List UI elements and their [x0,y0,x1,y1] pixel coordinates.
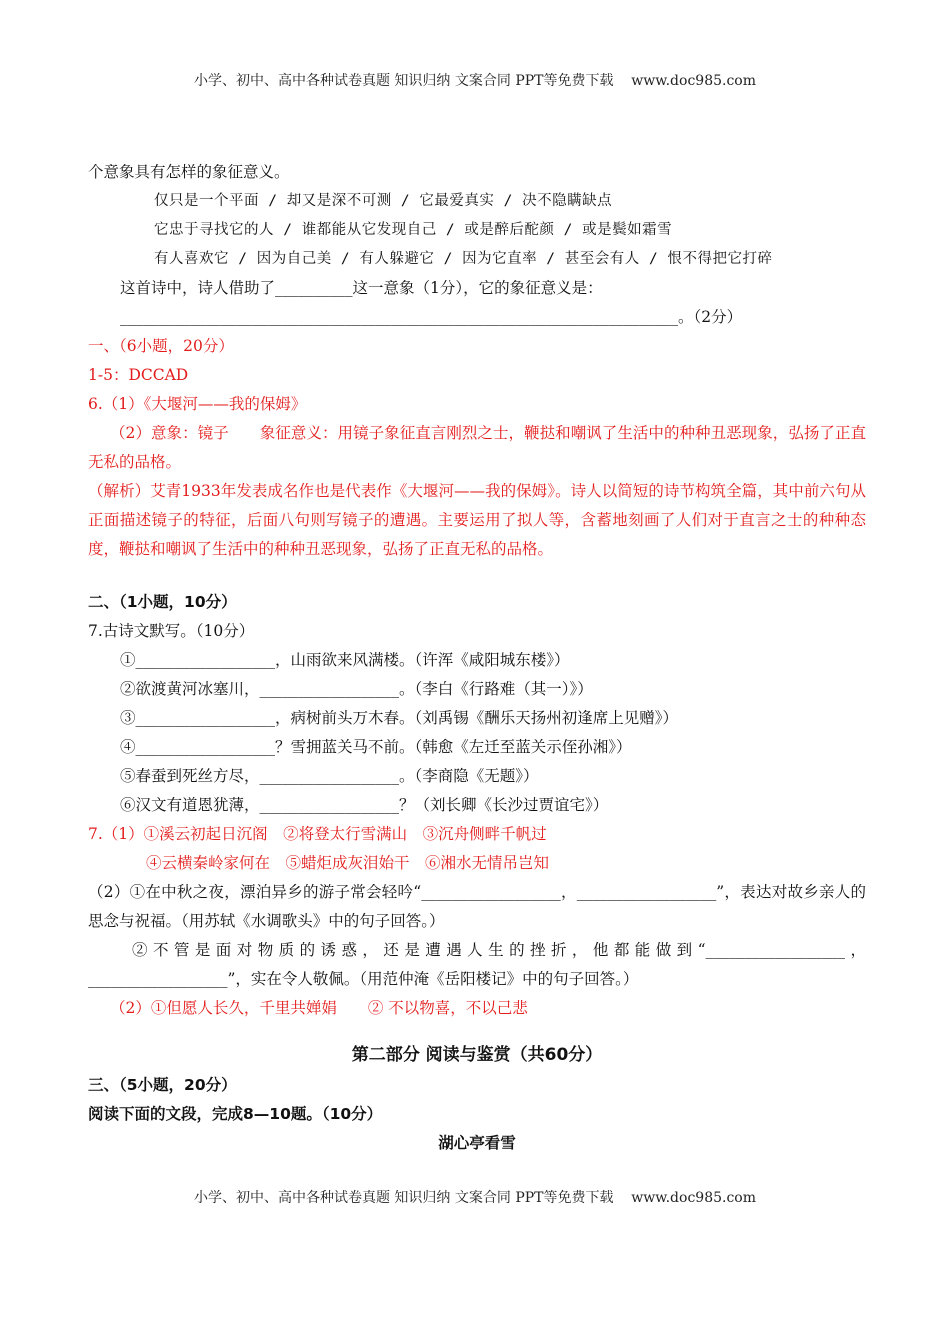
q7-title: 7.古诗文默写。（10分） [88,622,255,640]
passage-title: 湖心亭看雪 [438,1134,516,1152]
answer-mc: 1-5：DCCAD [88,366,189,384]
page-content [88,158,866,1158]
question-line-2: ________________________________________________________________________。（2分） [120,308,743,326]
q7-item-6: ⑥汉文有道恩犹薄，__________________？（刘长卿《长沙过贾谊宅》） [120,796,609,814]
q7-2-answer: （2）①但愿人长久，千里共婵娟 ② 不以物喜，不以己悲 [110,999,528,1017]
section3-heading: 三、（5小题，20分） [88,1076,237,1094]
q7-answer-line-1: 7.（1）①溪云初起日沉阁 ②将登太行雪满山 ③沉舟侧畔千帆过 [88,825,547,843]
answer-heading-1: 一、（6小题，20分） [88,337,234,355]
q7-answer-line-2: ④云横秦岭家何在 ⑤蜡炬成灰泪始干 ⑥湘水无情吊岂知 [146,854,550,872]
q7-2b: ②不管是面对物质的诱惑，还是遭遇人生的挫折，他都能做到“__________________，__________________”，实在令人敬佩。（用范仲淹《岳阳楼记》中的句子回答。） [88,941,866,988]
q7-2a: （2）①在中秋之夜，漂泊异乡的游子常会轻吟“__________________，__________________”，表达对故乡亲人的思念与祝福。（用苏轼《水调歌头》中的句子回答。） [88,883,866,930]
q7-item-3: ③__________________，病树前头万木春。（刘禹锡《酬乐天扬州初逢席上见赠》） [120,709,679,727]
intro-text: 个意象具有怎样的象征意义。 [88,163,290,181]
page-footer: 小学、初中、高中各种试卷真题 知识归纳 文案合同 PPT等免费下载 www.doc985.com [193,1190,756,1206]
answer-q6-1: 6.（1）《大堰河——我的保姆》 [88,395,307,413]
poem-line-1: 仅只是一个平面 / 却又是深不可测 / 它最爱真实 / 决不隐瞒缺点 [154,193,613,209]
q7-item-1: ①__________________，山雨欲来风满楼。（许浑《咸阳城东楼》） [120,651,570,669]
part2-title: 第二部分 阅读与鉴赏（共60分） [351,1045,603,1065]
poem-line-3: 有人喜欢它 / 因为自己美 / 有人躲避它 / 因为它直率 / 甚至会有人 / 恨不得把它打碎 [154,251,773,267]
q7-item-2: ②欲渡黄河冰塞川，__________________。（李白《行路难（其一）》） [120,680,593,698]
reading-instruction: 阅读下面的文段，完成8—10题。（10分） [88,1105,383,1123]
q7-item-5: ⑤春蚕到死丝方尽，__________________。（李商隐《无题》） [120,767,539,785]
q7-item-4: ④__________________？雪拥蓝关马不前。（韩愈《左迁至蓝关示侄孙湘》） [120,738,632,756]
answer-analysis: （解析）艾青1933年发表成名作也是代表作《大堰河——我的保姆》。诗人以简短的诗节构筑全篇，其中前六句从正面描述镜子的特征，后面八句则写镜子的遭遇。主要运用了拟人等，含蓄地刻画了人们对于直言之士的种种态度，鞭挞和嘲讽了生活中的种种丑恶现象，弘扬了正直无私的品格。 [88,482,866,558]
poem-line-2: 它忠于寻找它的人 / 谁都能从它发现自己 / 或是醉后酡颜 / 或是鬓如霜雪 [154,222,673,238]
question-line-1: 这首诗中，诗人借助了__________这一意象（1分），它的象征意义是： [120,279,603,297]
answer-q6-2: （2）意象：镜子 象征意义：用镜子象征直言刚烈之士，鞭挞和嘲讽了生活中的种种丑恶现象，弘扬了正直无私的品格。 [88,424,866,471]
page-header: 小学、初中、高中各种试卷真题 知识归纳 文案合同 PPT等免费下载 www.doc985.com [193,73,756,89]
section2-heading: 二、（1小题，10分） [88,593,237,611]
